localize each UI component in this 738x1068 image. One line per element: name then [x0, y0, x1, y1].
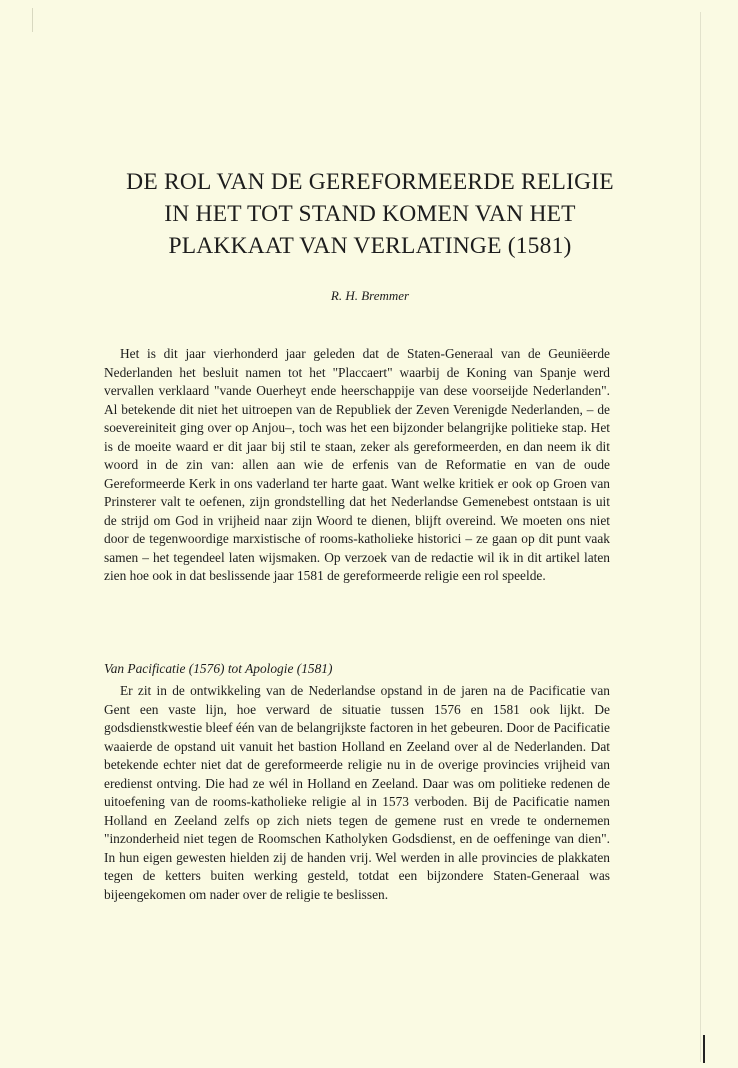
section-paragraph: Er zit in de ontwikkeling van de Nederlandse opstand in de jaren na de Pacificatie van Gent een vaste lijn, hoe verward de situatie tussen 1576 en 1581 ook lijkt. De godsdienstkwestie bleef één van de belangrijkste factoren in het gebeuren. Door de Pacificatie waaierde de opstand uit vanuit het bastion Holland en Zeeland over al de Nederlanden. Dat betekende echter niet dat de gereformeerde religie nu in de overige provincies vrijheid van eredienst ontving. Die had ze wél in Holland en Zeeland. Daar was om politieke redenen de uitoefening van de rooms-katholieke religie al in 1573 verboden. Bij de Pacificatie namen Holland en Zeeland zelfs op zich niets tegen de gemene rust en vrede te ondernemen "inzonderheid niet tegen de Roomschen Katholyken Godsdienst, en de oeffeninge van dien". In hun eigen gewesten hielden zij de handen vrij. Wel werden in alle provincies de plakkaten tegen de ketters buiten werking gesteld, totdat een bijzondere Staten-Generaal was bijeengekomen om nader over de religie te beslissen. — [104, 683, 610, 902]
intro-paragraph: Het is dit jaar vierhonderd jaar geleden dat de Staten-Generaal van de Geuniëerde Nederlanden het besluit namen tot het "Placcaert" waarbij de Koning van Spanje werd vervallen verklaard "vande Ouerheyt ende heerschappije van dese voorseijde Nederlanden". Al betekende dit niet het uitroepen van de Republiek der Zeven Verenigde Nederlanden, – de soevereiniteit ging over op Anjou–, toch was het een bijzonder belangrijke politieke stap. Het is de moeite waard er dit jaar bij stil te staan, zeker als gereformeerden, en dan neem ik dit woord in de zin van: allen aan wie de erfenis van de Reformatie en van de oude Gereformeerde Kerk in ons vaderland ter harte gaat. Want welke kritiek er ook op Groen van Prinsterer valt te oefenen, zijn grondstelling dat het Nederlandse Gemenebest ontstaan is uit de strijd om God in vrijheid naar zijn Woord te dienen, blijft overeind. We moeten ons niet door de tegenwoordige marxistische of rooms-katholieke historici – ze gaan op dit punt vaak samen – het tegendeel laten wijsmaken. Op verzoek van de redactie wil ik in dit artikel laten zien hoe ook in dat beslissende jaar 1581 de gereformeerde religie een rol speelde. — [104, 346, 610, 583]
article-author: R. H. Bremmer — [330, 288, 410, 303]
page-edge-left — [32, 8, 33, 32]
article-title — [60, 166, 680, 262]
title-line-2: IN HET TOT STAND KOMEN VAN HET — [164, 201, 576, 227]
section-heading: Van Pacificatie (1576) tot Apologie (1581) — [104, 661, 333, 676]
page-edge-shadow — [703, 1035, 705, 1063]
title-line-1: DE ROL VAN DE GEREFORMEERDE RELIGIE — [126, 169, 614, 195]
page-edge-right — [700, 12, 701, 1062]
title-line-3: PLAKKAAT VAN VERLATINGE (1581) — [168, 233, 572, 259]
